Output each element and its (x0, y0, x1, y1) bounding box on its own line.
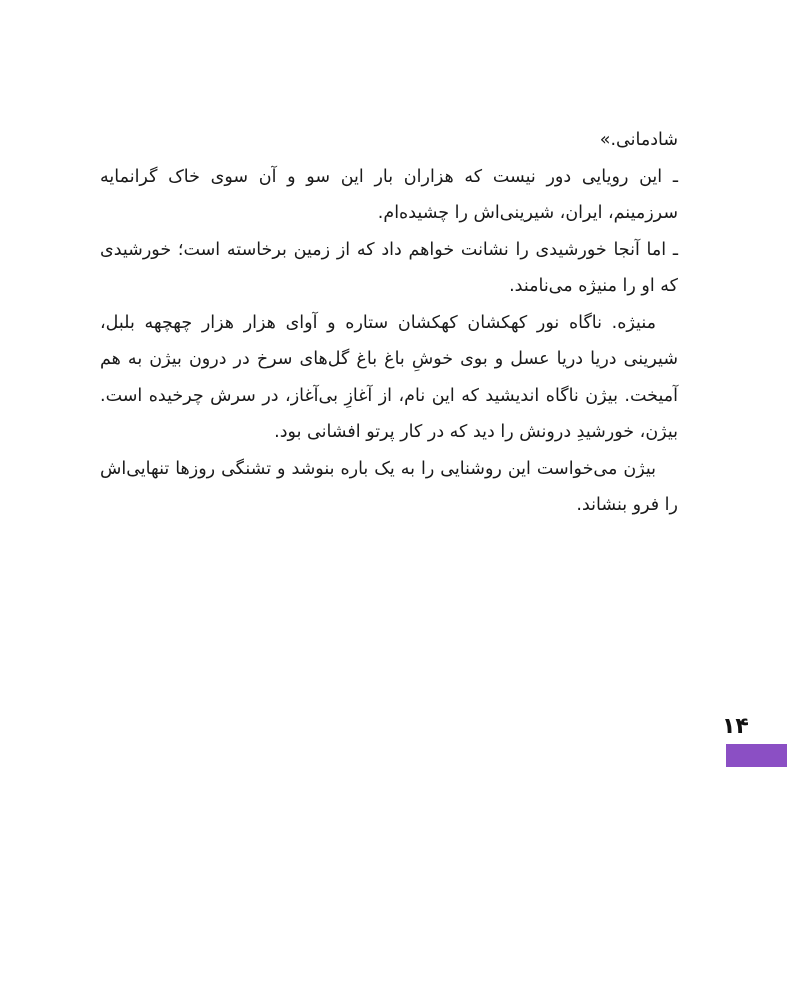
page-number: ۱۴ (722, 714, 749, 739)
paragraph: ـ این رویایی دور نیست که هزاران بار این سو و آن سوی خاک گرانمایه سرزمینم، ایران، شیرینی‌اش را چشیده‌ام. (100, 166, 678, 223)
body-text (100, 122, 678, 524)
page-marker-tab (726, 744, 787, 767)
paragraph: ـ اما آنجا خورشیدی را نشانت خواهم داد که از زمین برخاسته است؛ خورشیدی که او را منیژه می‌نامند. (100, 239, 678, 296)
paragraph: شادمانی.» (599, 130, 678, 150)
paragraph: منیژه. ناگاه نور کهکشان کهکشان ستاره و آوای هزار هزار چهچهه بلبل، شیرینی دریا دریا عسل و بوی خوشِ باغ باغ گل‌های سرخ در درون بیژن به هم آمیخت. بیژن ناگاه اندیشید که این نام، از آغازِ بی‌آغاز، در سرش چرخیده است. بیژن، خورشیدِ درونش را دید که در کار پرتو افشانی بود. (100, 312, 678, 442)
paragraph: بیژن می‌خواست این روشنایی را به یک باره بنوشد و تشنگی روزها تنهایی‌اش را فرو بنشاند. (100, 458, 678, 515)
